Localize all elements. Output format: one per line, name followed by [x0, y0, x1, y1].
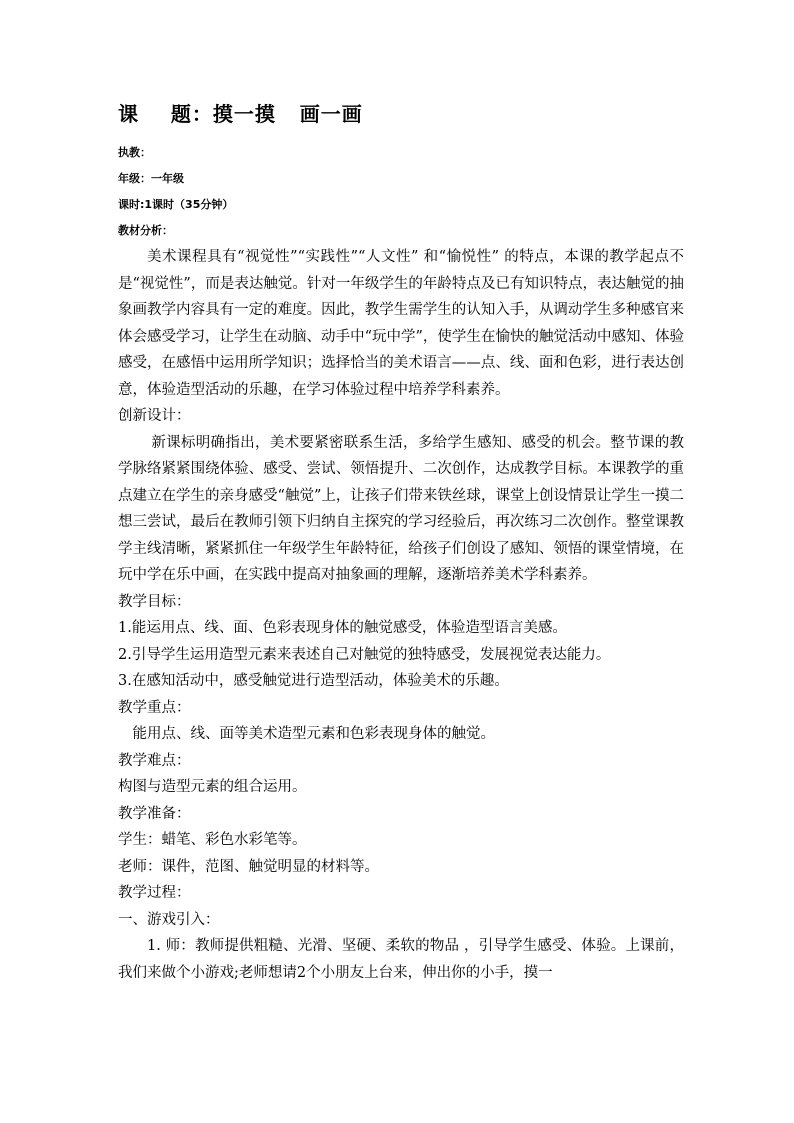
innovation-paragraph: 新课标明确指出，美术要紧密联系生活，多给学生感知、感受的机会。整节课的教学脉络紧紧围绕体验、感受、尝试、领悟提升、二次创作，达成教学目标。本课教学的重点建立在学生的亲身感受“触觉”上，让孩子们带来铁丝球，课堂上创设情景让学生一摸二想三尝试，最后在教师引领下归纳自主探究的学习经验后，再次练习二次创作。整堂课教学主线清晰，紧紧抓住一年级学生年龄特征，给孩子们创设了感知、领悟的课堂情境，在玩中学在乐中画，在实践中提高对抽象画的理解，逐渐培养美术学科素养。: [118, 434, 684, 583]
objectives-heading: 教学目标：: [118, 593, 191, 610]
objective-item: 2.引导学生运用造型元素来表述自己对触觉的独特感受，发展视觉表达能力。: [118, 646, 611, 663]
document-page: [118, 100, 684, 986]
difficulties-heading: 教学难点：: [118, 752, 191, 769]
process-step-1: 1. 师：教师提供粗糙、光滑、坚硬、柔软的物品 ，引导学生感受、体验。上课前，我们来做个小游戏;老师想请2个小朋友上台来，伸出你的小手，摸一: [118, 938, 684, 981]
grade-line: 年级：一年级: [118, 172, 184, 185]
objective-item: 3.在感知活动中，感受触觉进行造型活动，体验美术的乐趣。: [118, 673, 509, 689]
objective-item: 1.能运用点、线、面、色彩表现身体的触觉感受，体验造型语言美感。: [118, 620, 567, 636]
preparation-heading: 教学准备：: [118, 805, 191, 822]
analysis-label: 教材分析：: [118, 224, 173, 237]
preparation-teacher: 老师：课件，范图、触觉明显的材料等。: [118, 858, 379, 875]
lesson-title: 课 题：摸一摸 画一画: [118, 102, 363, 126]
process-heading: 教学过程：: [118, 885, 191, 901]
difficulties-text: 构图与造型元素的组合运用。: [118, 779, 307, 795]
analysis-paragraph: 美术课程具有“视觉性”“实践性”“人文性” 和“愉悦性” 的特点，本课的教学起点不是“视觉性”，而是表达触觉。针对一年级学生的年龄特点及已有知识特点，表达触觉的抽象画教学内容具有一定的难度。因此，教学生需学生的认知入手，从调动学生多种感官来体会感受学习，让学生在动脑、动手中“玩中学”，使学生在愉快的触觉活动中感知、体验感受，在感悟中运用所学知识；选择恰当的美术语言——点、线、面和色彩，进行表达创意，体验造型活动的乐趣，在学习体验过程中培养学科素养。: [118, 249, 684, 398]
teacher-line: 执教：: [118, 146, 151, 159]
key-points-text: 能用点、线、面等美术造型元素和色彩表现身体的触觉。: [132, 726, 495, 742]
innovation-heading: 创新设计：: [118, 408, 191, 424]
key-points-heading: 教学重点：: [118, 699, 191, 716]
duration-line: 课时:1课时（35分钟）: [118, 198, 234, 211]
preparation-student: 学生：蜡笔、彩色水彩笔等。: [118, 832, 307, 848]
process-section-1: 一、游戏引入：: [118, 911, 220, 928]
